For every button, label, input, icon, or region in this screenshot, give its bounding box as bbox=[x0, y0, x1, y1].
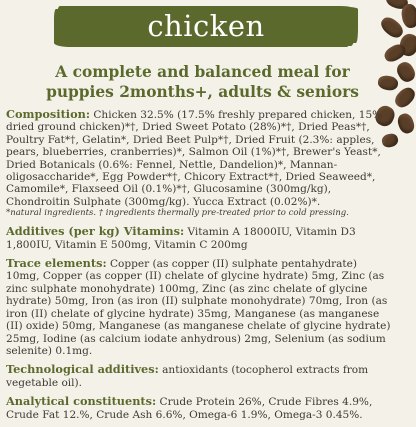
trace-elements-text: Copper (as copper (II) sulphate pentahydrate) 10mg, Copper (as copper (II) chelate of glycine hydrate) 5mg, Zinc (as zinc sulphate monohydrate) 100mg, Zinc (as zinc chelate of glycine hydrate) 50mg, Iron (as iron (II) sulphate monohydrate) 70mg, Iron (as iron (II) chelate of glycine hydrate) 35mg, Manganese (as manganese (II) oxide) 50mg, Manganese (as manganese chelate of glycine hydrate) 25mg, Iodine (as calcium iodate anhydrous) 2mg, Selenium (as sodium selenite) 0.1mg. bbox=[6, 258, 391, 357]
trace-elements-section bbox=[6, 257, 392, 357]
trace-elements-label: Trace elements: bbox=[6, 256, 107, 271]
composition-label: Composition: bbox=[6, 107, 90, 121]
technological-additives-label: Technological additives: bbox=[6, 362, 159, 377]
headline-line-1: A complete and balanced meal for bbox=[55, 63, 350, 81]
additives-label: Additives (per kg) Vitamins: bbox=[6, 224, 185, 239]
composition-section bbox=[6, 108, 392, 219]
technological-additives-text: antioxidants (tocopherol extracts from vegetable oil). bbox=[6, 364, 369, 389]
analytical-constituents-text: Crude Protein 26%, Crude Fibres 4.9%, Crude Fat 12.%, Crude Ash 6.6%, Omega-6 1.9%, Omega-3 0.45%. bbox=[6, 396, 373, 421]
analytical-constituents-section bbox=[6, 395, 392, 421]
analytical-constituents-label: Analytical constituents: bbox=[6, 394, 157, 409]
additives-text: Vitamin A 18000IU, Vitamin D3 1,800IU, Vitamin E 500mg, Vitamin C 200mg bbox=[6, 226, 356, 251]
composition-text: Chicken 32.5% (17.5% freshly prepared chicken, 15% dried ground chicken)*†, Dried Sweet Potato (28%)*†, Dried Peas*†, Poultry Fat*†, Gelatin*, Dried Beet Pulp*†, Dried Fruit (2.3%: apples, pears, blueberries, cranberries)*, Salmon Oil (1%)*†, Brewer's Yeast*, Dried Botanicals (0.6%: Fennel, Nettle, Dandelion)*, Mannan-oligosaccharide*, Egg Powder*†, Chicory Extract*†, Dried Seaweed*, Camomile*, Flaxseed Oil (0.1%)*†, Glucosamine (300mg/kg), Chondroitin Sulphate (300mg/kg). Yucca Extract (0.02%)*. bbox=[6, 109, 383, 208]
additives-section bbox=[6, 225, 392, 251]
ingredients-footnote: *natural ingredients. † ingredients thermally pre-treated prior to cold pressing. bbox=[6, 208, 349, 219]
headline bbox=[20, 62, 385, 102]
kibble-piece bbox=[400, 3, 416, 29]
banner-title: chicken bbox=[147, 9, 265, 43]
headline-line-2: puppies 2months+, adults & seniors bbox=[46, 83, 359, 101]
ingredients-panel bbox=[6, 108, 392, 427]
kibble-piece bbox=[396, 112, 416, 136]
technological-additives-section bbox=[6, 363, 392, 389]
